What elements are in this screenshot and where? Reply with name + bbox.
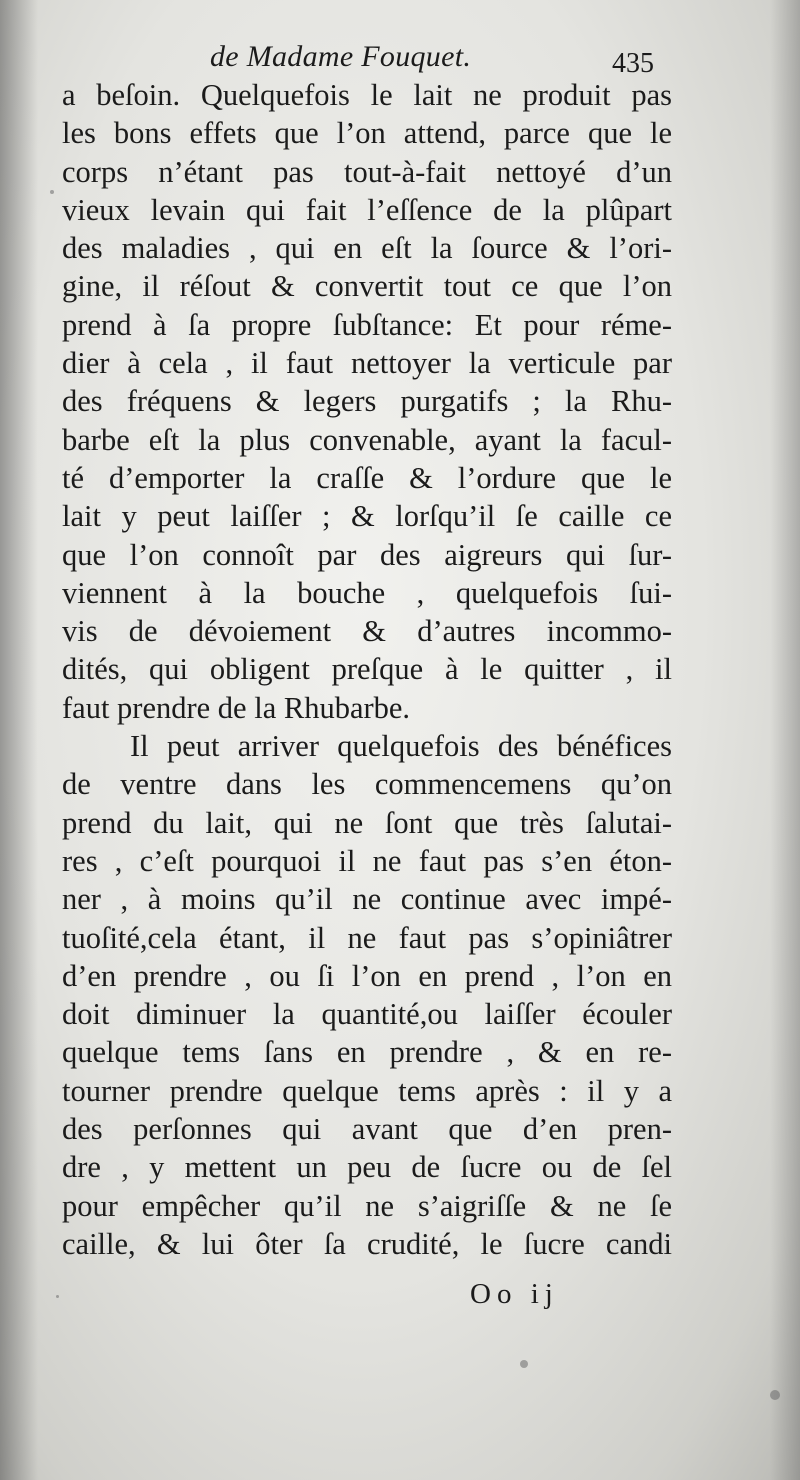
text-line: lait y peut laiſſer ; & lorſqu’il ſe caille ce — [62, 499, 672, 534]
text-line: faut prendre de la Rhubarbe. — [62, 690, 411, 725]
paper-speck — [770, 1390, 780, 1400]
text-line: tourner prendre quelque tems après : il y a — [62, 1073, 672, 1108]
text-line: viennent à la bouche , quelquefois ſui- — [62, 575, 672, 610]
text-line: tuoſité,cela étant, il ne faut pas s’opiniâtrer — [62, 920, 672, 955]
text-line: a beſoin. Quelquefois le lait ne produit pas — [62, 78, 672, 112]
paper-speck — [520, 1360, 528, 1368]
text-line: dre , y mettent un peu de ſucre ou de ſel — [62, 1150, 672, 1185]
text-line: gine, il réſout & convertit tout ce que l’on — [62, 269, 672, 304]
body-text — [62, 76, 672, 1263]
text-line: barbe eſt la plus convenable, ayant la facul- — [62, 422, 672, 457]
text-line: té d’emporter la craſſe & l’ordure que le — [62, 460, 672, 495]
text-line: Il peut arriver quelquefois des bénéfices — [130, 729, 672, 764]
paper-speck — [50, 190, 54, 194]
text-line: dier à cela , il faut nettoyer la verticule par — [62, 346, 672, 381]
text-line: des fréquens & legers purgatifs ; la Rhu- — [62, 384, 672, 419]
text-line: prend à ſa propre ſubſtance: Et pour réme- — [62, 307, 672, 342]
text-line: des perſonnes qui avant que d’en pren- — [62, 1112, 672, 1147]
text-line: d’en prendre , ou ſi l’on en prend , l’on en — [62, 958, 672, 993]
text-line: de ventre dans les commencemens qu’on — [62, 767, 672, 802]
text-line: des maladies , qui en eſt la ſource & l’ori- — [62, 231, 672, 266]
page-number: 435 — [612, 48, 654, 79]
text-line: que l’on connoît par des aigreurs qui ſur- — [62, 537, 672, 572]
text-line: doit diminuer la quantité,ou laiſſer écouler — [62, 997, 672, 1032]
text-line: pour empêcher qu’il ne s’aigriſſe & ne ſe — [62, 1188, 672, 1223]
running-head: de Madame Fouquet. — [210, 40, 472, 73]
text-line: vis de dévoiement & d’autres incommo- — [62, 614, 672, 649]
signature-mark: Oo ij — [470, 1278, 559, 1310]
text-line: les bons effets que l’on attend, parce que le — [62, 116, 672, 151]
paper-speck — [56, 1295, 59, 1298]
text-line: vieux levain qui fait l’eſſence de la plûpart — [62, 192, 672, 227]
text-line: dités, qui obligent preſque à le quitter , il — [62, 652, 672, 687]
text-line: quelque tems ſans en prendre , & en re- — [62, 1035, 672, 1070]
text-line: ner , à moins qu’il ne continue avec impé- — [62, 882, 672, 917]
text-line: prend du lait, qui ne ſont que très ſalutai- — [62, 805, 672, 840]
text-line: corps n’étant pas tout-à-fait nettoyé d’un — [62, 154, 672, 189]
text-line: res , c’eſt pourquoi il ne faut pas s’en éton- — [62, 843, 672, 878]
text-line: caille, & lui ôter ſa crudité, le ſucre candi — [62, 1226, 672, 1261]
